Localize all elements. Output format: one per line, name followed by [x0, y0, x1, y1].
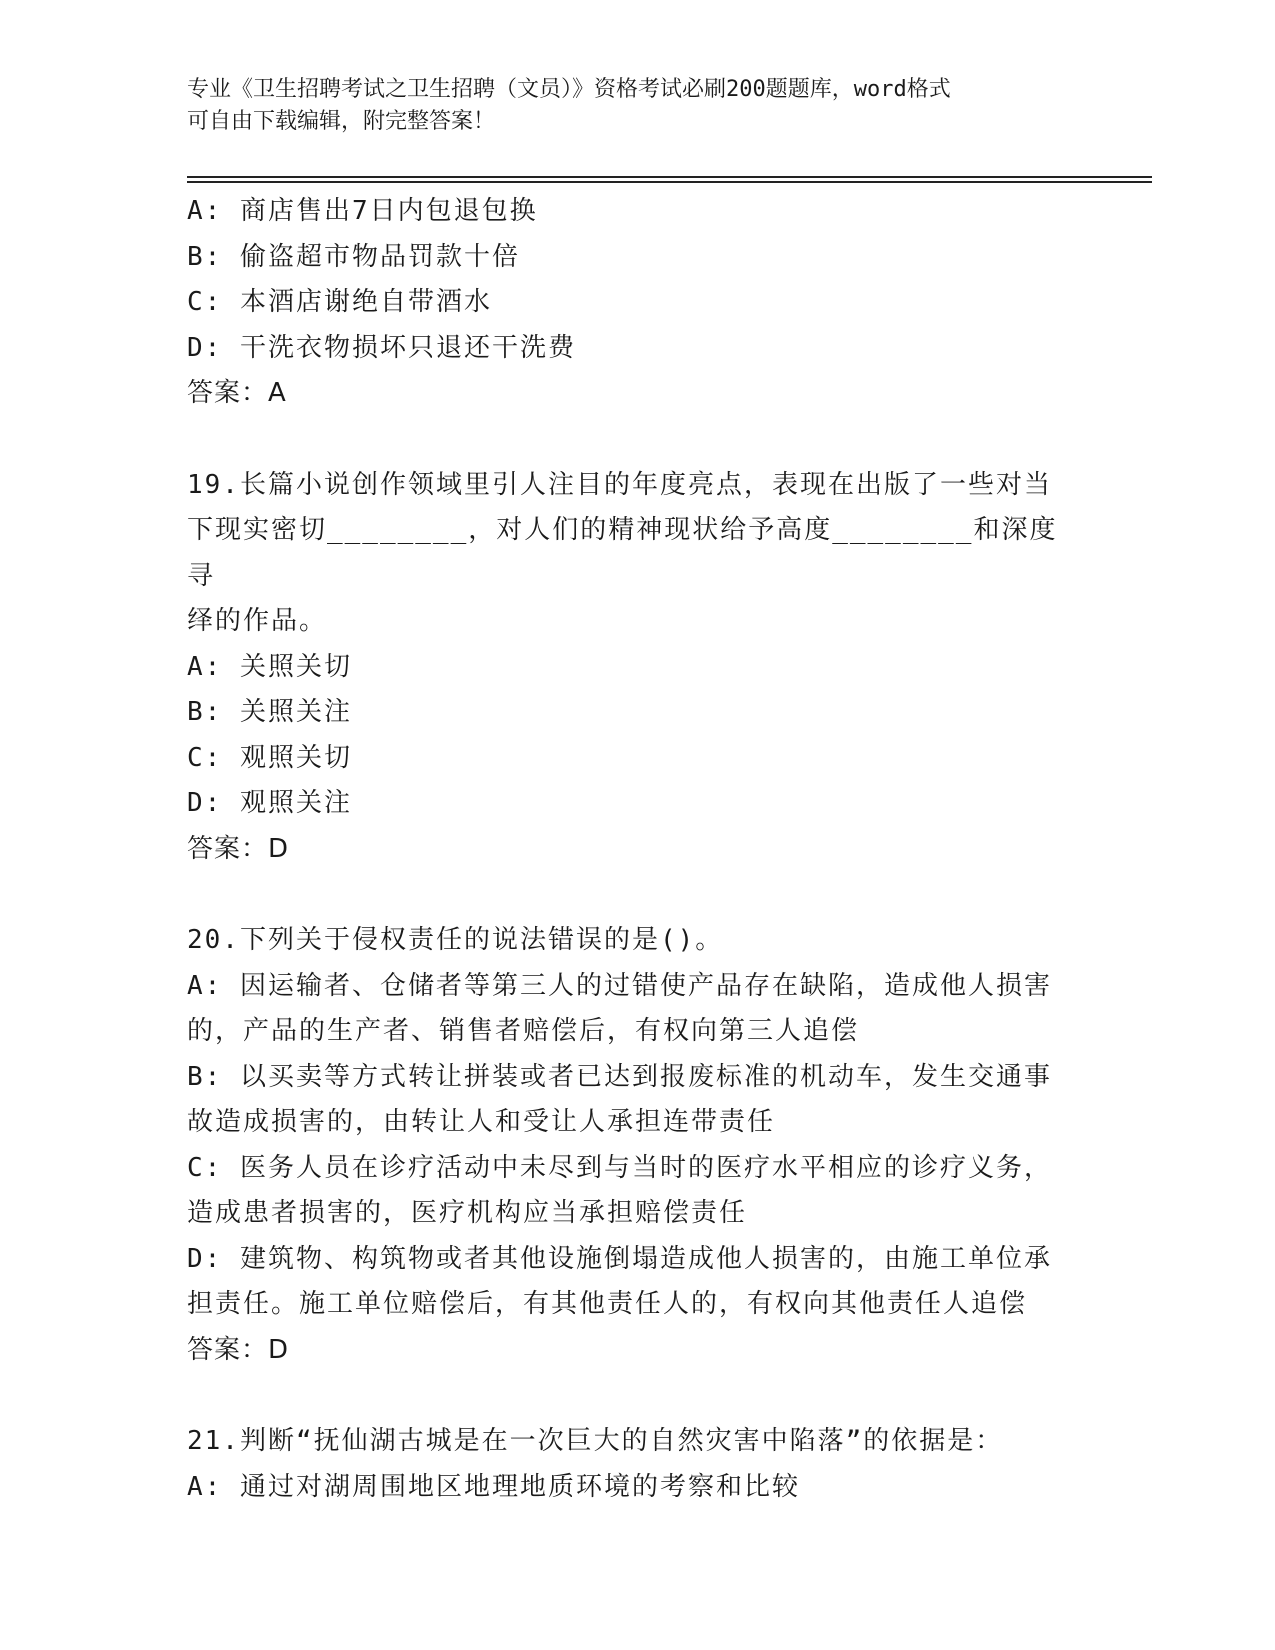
header-line-2: 可自由下载编辑，附完整答案！ — [187, 109, 496, 134]
header-line-1: 专业《卫生招聘考试之卫生招聘（文员）》资格考试必刷200题题库，word格式 — [187, 77, 951, 102]
answer: 答案：A — [187, 378, 287, 408]
option-d: D: 建筑物、构筑物或者其他设施倒塌造成他人损害的，由施工单位承 — [187, 1243, 1052, 1274]
option-a: A: 关照关切 — [187, 651, 352, 682]
question-stem: 19.长篇小说创作领域里引人注目的年度亮点，表现在出版了一些对当 — [187, 469, 1052, 500]
question-stem: 下现实密切________，对人们的精神现状给予高度________和深度寻 — [187, 515, 1058, 591]
option-b: B: 偷盗超市物品罚款十倍 — [187, 241, 520, 272]
option-a: A: 因运输者、仓储者等第三人的过错使产品存在缺陷，造成他人损害 — [187, 970, 1052, 1001]
spacer — [187, 417, 1067, 463]
header-rule-bottom — [187, 181, 1152, 183]
question-stem: 绎的作品。 — [187, 606, 328, 636]
question-18 — [187, 189, 1067, 417]
option-b: B: 关照关注 — [187, 697, 352, 727]
option-d-continued: 担责任。施工单位赔偿后，有其他责任人的，有权向其他责任人追偿 — [187, 1289, 1028, 1319]
answer: 答案：D — [187, 833, 290, 864]
option-c: C: 本酒店谢绝自带酒水 — [187, 287, 492, 317]
option-b-continued: 故造成损害的，由转让人和受让人承担连带责任 — [187, 1107, 776, 1137]
question-stem: 20.下列关于侵权责任的说法错误的是()。 — [187, 925, 724, 955]
spacer — [187, 1373, 1067, 1419]
option-c-continued: 造成患者损害的，医疗机构应当承担赔偿责任 — [187, 1198, 748, 1228]
option-a: A: 通过对湖周围地区地理地质环境的考察和比较 — [187, 1471, 800, 1502]
option-a-continued: 的，产品的生产者、销售者赔偿后，有权向第三人追偿 — [187, 1016, 860, 1046]
question-20 — [187, 918, 1067, 1373]
option-c: C: 观照关切 — [187, 742, 352, 773]
option-c: C: 医务人员在诊疗活动中未尽到与当时的医疗水平相应的诊疗义务， — [187, 1152, 1052, 1183]
option-a: A: 商店售出7日内包退包换 — [187, 196, 538, 226]
spacer — [187, 872, 1067, 918]
question-21 — [187, 1419, 1067, 1510]
header-rule-top — [187, 176, 1152, 178]
option-b: B: 以买卖等方式转让拼装或者已达到报废标准的机动车，发生交通事 — [187, 1061, 1052, 1092]
option-d: D: 观照关注 — [187, 788, 352, 818]
document-header — [187, 74, 1087, 138]
question-stem: 21.判断“抚仙湖古城是在一次巨大的自然灾害中陷落”的依据是： — [187, 1426, 1004, 1456]
question-19 — [187, 463, 1067, 873]
answer: 答案：D — [187, 1334, 290, 1365]
option-d: D: 干洗衣物损坏只退还干洗费 — [187, 332, 576, 363]
document-body — [187, 189, 1067, 1510]
